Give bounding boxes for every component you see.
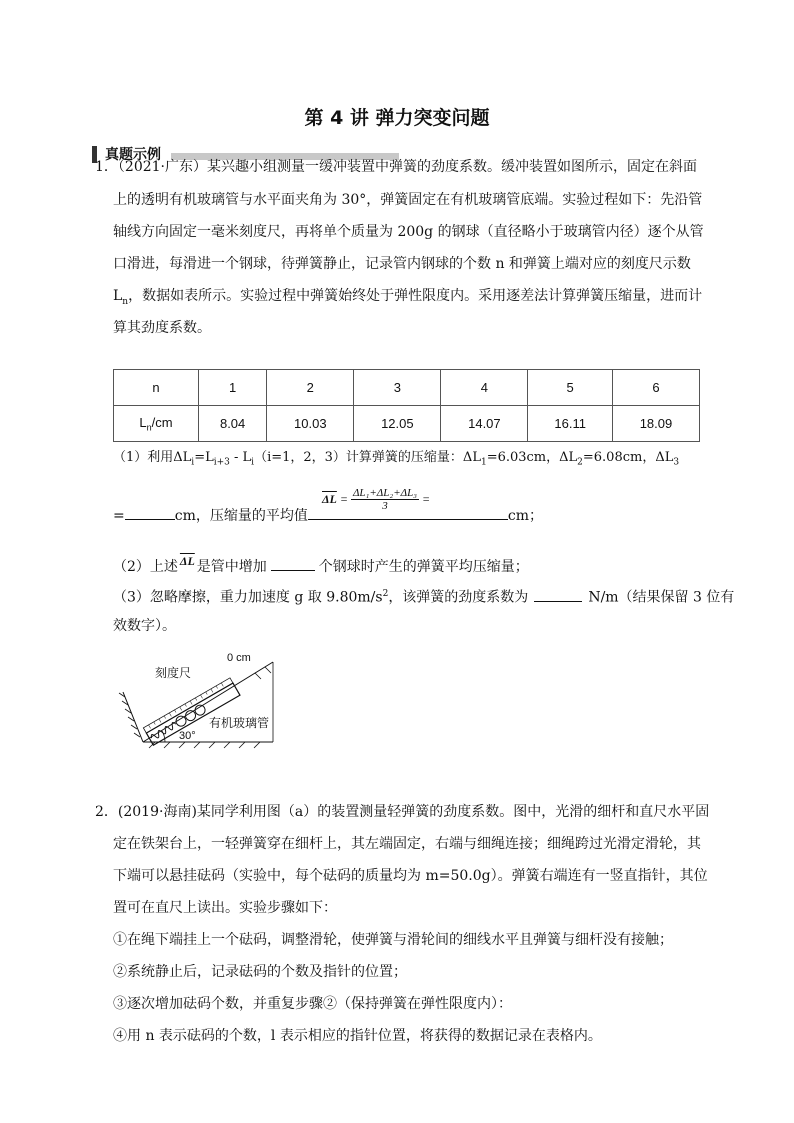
blank-dl3[interactable] bbox=[125, 505, 175, 520]
sub3-text: （3）忽略摩擦，重力加速度 g 取 9.80m/s bbox=[113, 589, 383, 606]
ln-symbol: L bbox=[113, 288, 123, 304]
q2-line-1: 2．(2019·海南)某同学利用图（a）的装置测量轻弹簧的劲度系数。图中，光滑的细杆和直尺水平固 bbox=[95, 804, 710, 820]
sub1-sub: i bbox=[251, 457, 255, 468]
table-row bbox=[114, 406, 700, 442]
sub3-text: N/m（结果保留 3 位有 bbox=[588, 589, 735, 606]
ln-subscript: n bbox=[122, 296, 129, 307]
ground-hatch bbox=[149, 742, 260, 748]
q1-sub1-line bbox=[113, 448, 679, 473]
figure-label-ruler: 刻度尺 bbox=[155, 666, 192, 680]
table-cell: 14.07 bbox=[441, 406, 528, 442]
sub1-text: - L bbox=[229, 450, 252, 465]
section-title: 真题示例 bbox=[105, 147, 161, 163]
apparatus-diagram bbox=[115, 650, 285, 750]
q1-line-4: 口滑进，每滑进一个钢球，待弹簧静止，记录管内钢球的个数 n 和弹簧上端对应的刻度尺示数 bbox=[113, 256, 691, 272]
q2-step-1: ①在绳下端挂上一个砝码，调整滑轮，使弹簧与滑轮间的细线水平且弹簧与细杆没有接触； bbox=[113, 932, 673, 948]
formula-tail: = bbox=[422, 492, 431, 506]
blank-count[interactable] bbox=[271, 556, 315, 571]
q1-line-5-text: ，数据如表所示。实验过程中弹簧始终处于弹性限度内。采用逐差法计算弹簧压缩量，进而计 bbox=[128, 288, 703, 304]
sub2-bar: $\overline{\Delta L}$ bbox=[179, 554, 195, 568]
sub1-sub: i+3 bbox=[213, 457, 230, 468]
q1-line-3: 轴线方向固定一毫米刻度尺，再将单个质量为 200g 的钢球（直径略小于玻璃管内径）逐个从管 bbox=[113, 224, 704, 240]
sub1-text: =L bbox=[194, 450, 214, 465]
table-header-unit: /cm bbox=[151, 414, 173, 430]
q1-line-5 bbox=[113, 286, 702, 312]
sub2-text: 个钢球时产生的弹簧平均压缩量； bbox=[318, 559, 529, 575]
left-wall bbox=[123, 692, 143, 742]
sub3-sup: 2 bbox=[382, 589, 389, 599]
table-row bbox=[114, 370, 700, 406]
sub1-text: （1）利用ΔL bbox=[113, 450, 192, 465]
table-header-l: L bbox=[139, 414, 147, 430]
formula-fraction bbox=[351, 487, 419, 512]
table-cell: 2 bbox=[267, 370, 354, 406]
formula-bar: $\overline{\Delta L}$ bbox=[322, 492, 337, 506]
q1-sub3-line-2: 效数字）。 bbox=[113, 618, 176, 634]
sub1-sub: 2 bbox=[577, 457, 583, 468]
sub1-mean-label: cm，压缩量的平均值 bbox=[174, 508, 308, 524]
sub1-text: =6.08cm，ΔL bbox=[582, 450, 674, 465]
q1-line-1: 1．（2021·广东）某兴趣小组测量一缓冲装置中弹簧的劲度系数。缓冲装置如图所示，固定在斜面 bbox=[95, 159, 697, 175]
page-title: 第 4 讲 弹力突变问题 bbox=[304, 107, 490, 129]
data-table bbox=[113, 369, 700, 442]
q1-line-2: 上的透明有机玻璃管与水平面夹角为 30°，弹簧固定在有机玻璃管底端。实验过程如下：先沿管 bbox=[113, 192, 703, 208]
incline-hatch bbox=[255, 667, 271, 679]
left-wall-hatch bbox=[119, 693, 140, 737]
q2-line-2: 定在铁架台上，一轻弹簧穿在细杆上，其左端固定，右端与细绳连接；细绳跨过光滑定滑轮，其 bbox=[113, 836, 701, 852]
table-cell: 6 bbox=[612, 370, 699, 406]
q2-step-2: ②系统静止后，记录砝码的个数及指针的位置； bbox=[113, 964, 407, 980]
sub1-text: （i=1，2，3）计算弹簧的压缩量：ΔL bbox=[254, 450, 481, 465]
figure-label-zero: 0 cm bbox=[227, 652, 251, 664]
formula-eq: = bbox=[339, 492, 348, 506]
formula-denominator: 3 bbox=[382, 500, 388, 512]
table-cell: 8.04 bbox=[199, 406, 267, 442]
figure-label-tube: 有机玻璃管 bbox=[209, 716, 270, 730]
sub2-text: （2）上述 bbox=[113, 559, 178, 575]
spring-icon bbox=[150, 722, 177, 741]
table-cell: 3 bbox=[354, 370, 441, 406]
sub1-unit: cm； bbox=[507, 508, 543, 524]
table-cell: 18.09 bbox=[612, 406, 699, 442]
table-cell: 5 bbox=[528, 370, 613, 406]
table-header-ln bbox=[114, 406, 199, 442]
mean-formula bbox=[322, 487, 430, 512]
q2-line-4: 置可在直尺上读出。实验步骤如下： bbox=[113, 900, 337, 916]
q1-line-6: 算其劲度系数。 bbox=[113, 320, 211, 336]
q2-step-4: ④用 n 表示砝码的个数，l 表示相应的指针位置，将获得的数据记录在表格内。 bbox=[113, 1028, 602, 1044]
q2-step-3: ③逐次增加砝码个数，并重复步骤②（保持弹簧在弹性限度内）： bbox=[113, 996, 512, 1012]
q1-sub3-line bbox=[113, 584, 734, 608]
formula-numerator: ΔL₁+ΔL₂+ΔL₃ bbox=[352, 487, 418, 499]
table-cell: 1 bbox=[199, 370, 267, 406]
table-header-sub: n bbox=[146, 422, 152, 433]
sub1-text: =6.03cm，ΔL bbox=[486, 450, 578, 465]
figure-label-angle: 30° bbox=[179, 730, 196, 742]
sub3-text: ，该弹簧的劲度系数为 bbox=[388, 589, 529, 606]
sub1-sub: i bbox=[191, 457, 195, 468]
table-cell: 4 bbox=[441, 370, 528, 406]
equals: = bbox=[113, 508, 125, 524]
blank-k[interactable] bbox=[534, 587, 582, 602]
sub1-sub: 1 bbox=[480, 457, 487, 468]
table-header-n: n bbox=[114, 370, 199, 406]
sub2-text: 是管中增加 bbox=[196, 559, 267, 575]
q2-line-3: 下端可以悬挂砝码（实验中，每个砝码的质量均为 m=50.0g）。弹簧右端连有一竖直指针，其位 bbox=[113, 868, 708, 884]
q1-sub2-line bbox=[113, 556, 529, 577]
sub1-sub: 3 bbox=[673, 457, 680, 468]
table-cell: 12.05 bbox=[354, 406, 441, 442]
apparatus-figure bbox=[115, 650, 285, 750]
table-cell: 10.03 bbox=[267, 406, 354, 442]
table-cell: 16.11 bbox=[528, 406, 613, 442]
